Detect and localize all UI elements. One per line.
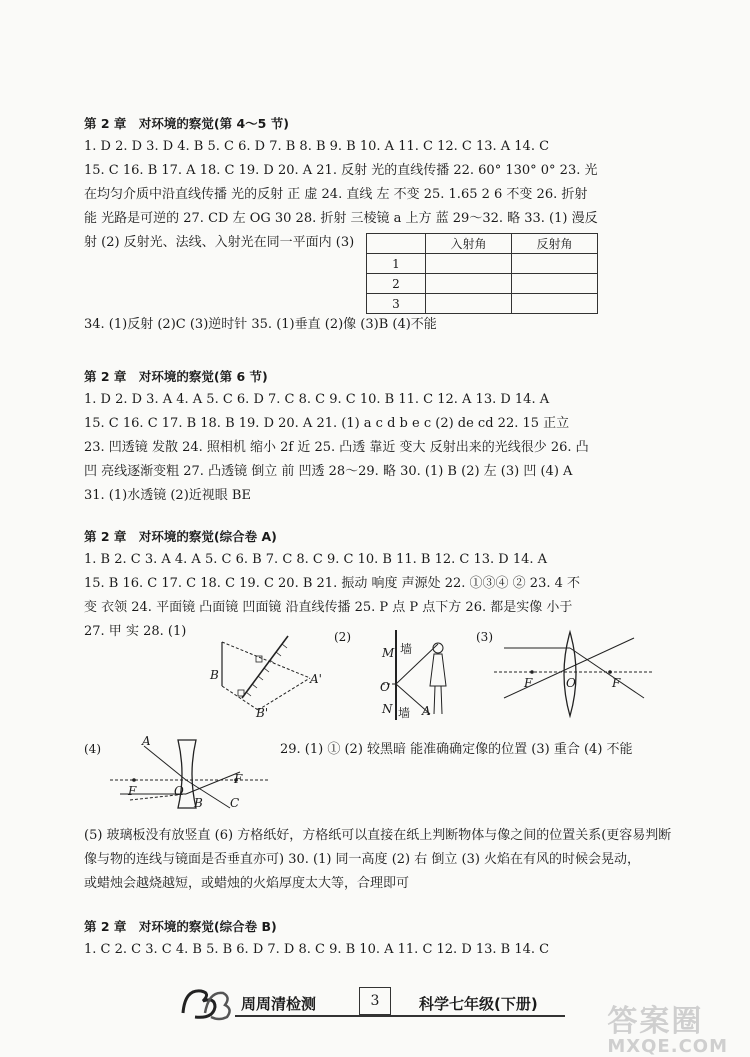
point-label: B' [256,706,269,720]
point-label: M [382,646,395,660]
point-label: F [524,676,533,690]
section-title: 第 2 章 对环境的察觉(综合卷 A) [84,529,277,544]
figure-concave-lens [110,732,270,816]
answer-line: 1. D 2. D 3. D 4. B 5. C 6. D 7. B 8. B 9. B 10. A 11. C 12. C 13. A 14. C [84,139,550,154]
book-grade: 科学七年级(下册) [419,995,538,1013]
section-ch2-comprehensive-a [84,526,694,644]
brand-name: 周周清检测 [241,995,317,1013]
point-label: O [566,676,576,690]
answer-line: 15. C 16. B 17. A 18. C 19. D 20. A 21. 反射 光的直线传播 22. 60° 130° 0° 23. 光 [84,163,598,178]
answer-line: 31. (1)水透镜 (2)近视眼 BE [84,488,251,503]
watermark-logo [607,996,728,1057]
point-label: F [234,772,243,786]
answer-line: 或蜡烛会越烧越短，或蜡烛的火焰厚度太大等，合理即可 [84,876,410,891]
answer-line: 15. B 16. C 17. C 18. C 19. C 20. B 21. 振动 响度 声源处 22. ①③④ ② 23. 4 不 [84,576,581,591]
table-cell [426,274,512,294]
point-label: O [174,784,184,798]
table-cell: 2 [367,274,426,294]
answer-line: 27. 甲 实 28. (1) [84,624,187,639]
answer-line: 变 衣领 24. 平面镜 凸面镜 凹面镜 沿直线传播 25. P 点 P 点下方 26. 都是实像 小于 [84,600,573,615]
figure-number: (3) [476,630,493,644]
answer-line: 像与物的连线与镜面是否垂直亦可) 30. (1) 同一高度 (2) 右 倒立 (3) 火焰在有风的时候会晃动， [84,852,641,867]
point-label: N [382,702,393,716]
watermark-text: 答案圈 [607,1004,704,1039]
figure-number: (2) [334,630,351,644]
answer-line: 1. C 2. C 3. C 4. B 5. B 6. D 7. D 8. C 9. B 10. A 11. C 12. D 13. B 14. C [84,942,550,957]
figure-convex-lens [494,628,654,720]
answer-line: 34. (1)反射 (2)C (3)逆时针 35. (1)垂直 (2)像 (3)B (4)不能 [84,317,437,332]
table-cell [512,274,598,294]
table-row [367,254,598,274]
answer-line: 凹 亮线逐渐变粗 27. 凸透镜 倒立 前 凹透 28～29. 略 30. (1) B (2) 左 (3) 凹 (4) A [84,464,573,479]
table-row [367,274,598,294]
table-cell [426,294,512,314]
table-header-row [367,234,598,254]
table-cell [512,254,598,274]
wall-label: 墙 [398,706,411,720]
answer-line-q29: 29. (1) ① (2) 较黑暗 能准确确定像的位置 (3) 重合 (4) 不能 [280,742,633,757]
page-footer [175,983,595,1023]
point-label: A [422,704,431,718]
section-title: 第 2 章 对环境的察觉(第 6 节) [84,369,268,384]
point-label: A [142,734,151,748]
answer-line: 1. D 2. D 3. A 4. A 5. C 6. D 7. C 8. C 9. C 10. B 11. C 12. A 13. D 14. A [84,392,550,407]
figure-wall-mirror [368,628,468,722]
point-label: A' [310,672,322,686]
answer-line: 23. 凹透镜 发散 24. 照相机 缩小 2f 近 25. 凸透 靠近 变大 反射出来的光线很少 26. 凸 [84,440,589,455]
table-cell: 3 [367,294,426,314]
page-number: 3 [359,987,391,1015]
watermark-url: MXQE.COM [607,1036,728,1057]
point-label: F [128,784,137,798]
point-label: B [210,668,219,682]
table-header [367,234,426,254]
section-title: 第 2 章 对环境的察觉(综合卷 B) [84,919,277,934]
point-label: B [194,796,203,810]
point-label: C [230,796,240,810]
answer-line: 15. C 16. C 17. B 18. B 19. D 20. A 21. (1) a c d b e c (2) de cd 22. 15 正立 [84,416,570,431]
answer-line: 在均匀介质中沿直线传播 光的反射 正 虚 24. 直线 左 不变 25. 1.65 2 6 不变 26. 折射 [84,187,588,202]
figure-number: (4) [84,742,101,756]
footer-rule [235,1015,565,1017]
figure-plane-mirror [200,628,330,720]
answer-line: 射 (2) 反射光、法线、入射光在同一平面内 (3) [84,235,355,250]
wall-label: 墙 [400,642,413,656]
answer-line: (5) 玻璃板没有放竖直 (6) 方格纸好，方格纸可以直接在纸上判断物体与像之间的位置关系(更容易判断 [84,828,672,843]
section-ch2-comprehensive-b [84,916,694,962]
section-ch2-comprehensive-a-tail [84,824,694,896]
section-ch2-6 [84,366,694,508]
point-label: F [612,676,621,690]
table-cell: 1 [367,254,426,274]
section-ch2-4-5 [84,113,694,337]
point-label: O [380,680,390,694]
answer-line: 1. B 2. C 3. A 4. A 5. C 6. B 7. C 8. C 9. C 10. B 11. B 12. C 13. D 14. A [84,552,548,567]
table-header: 入射角 [426,234,512,254]
table-cell [426,254,512,274]
answer-line: 能 光路是可逆的 27. CD 左 OG 30 28. 折射 三棱镜 a 上方 蓝 29～32. 略 33. (1) 漫反 [84,211,598,226]
angle-table [366,233,598,314]
table-header: 反射角 [512,234,598,254]
table-cell [512,294,598,314]
section-title: 第 2 章 对环境的察觉(第 4～5 节) [84,116,289,131]
brand-logo [175,983,235,1027]
table-row [367,294,598,314]
q33-block [84,231,694,313]
